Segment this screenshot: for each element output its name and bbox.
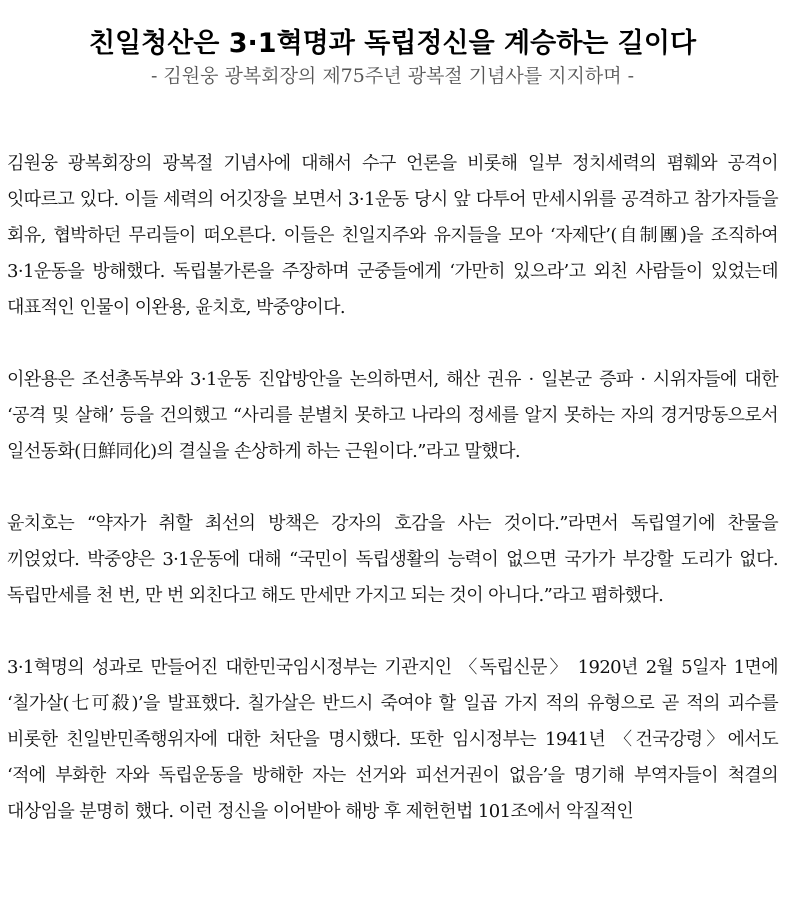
document-body xyxy=(7,146,778,830)
paragraph: 김원웅 광복회장의 광복절 기념사에 대해서 수구 언론을 비롯해 일부 정치세력의 폄훼와 공격이 잇따르고 있다. 이들 세력의 어깃장을 보면서 3·1운동 당시 앞 다투어 만세시위를 공격하고 참가자들을 회유, 협박하던 무리들이 떠오른다. 이들은 친일지주와 유지들을 모아 ‘자제단’(自制團)을 조직하여 3·1운동을 방해했다. 독립불가론을 주장하며 군중들에게 ‘가만히 있으라’고 외친 사람들이 있었는데 대표적인 인물이 이완용, 윤치호, 박중양이다. xyxy=(7,153,778,318)
paragraph: 윤치호는 “약자가 취할 최선의 방책은 강자의 호감을 사는 것이다.”라면서 독립열기에 찬물을 끼얹었다. 박중양은 3·1운동에 대해 “국민이 독립생활의 능력이 없으면 국가가 부강할 도리가 없다. 독립만세를 천 번, 만 번 외친다고 해도 만세만 가지고 되는 것이 아니다.”라고 폄하했다. xyxy=(7,513,778,606)
paragraph: 이완용은 조선총독부와 3·1운동 진압방안을 논의하면서, 해산 권유 · 일본군 증파 · 시위자들에 대한 ‘공격 및 살해’ 등을 건의했고 “사리를 분별치 못하고 나라의 정세를 알지 못하는 자의 경거망동으로서 일선동화(日鮮同化)의 결실을 손상하게 하는 근원이다.”라고 말했다. xyxy=(7,369,778,462)
document-title: 친일청산은 3·1혁명과 독립정신을 계승하는 길이다 xyxy=(88,28,697,59)
paragraph: 3·1혁명의 성과로 만들어진 대한민국임시정부는 기관지인 〈독립신문〉 1920년 2월 5일자 1면에 ‘칠가살(七可殺)’을 발표했다. 칠가살은 반드시 죽여야 할 일곱 가지 적의 유형으로 곧 적의 괴수를 비롯한 친일반민족행위자에 대한 처단을 명시했다. 또한 임시정부는 1941년 〈건국강령〉에서도 ‘적에 부화한 자와 독립운동을 방해한 자는 선거와 피선거권이 없음’을 명기해 부역자들이 척결의 대상임을 분명히 했다. 이런 정신을 이어받아 해방 후 제헌헌법 101조에서 악질적인 xyxy=(7,657,778,822)
document-subtitle: - 김원웅 광복회장의 제75주년 광복절 기념사를 지지하며 - xyxy=(150,65,635,87)
